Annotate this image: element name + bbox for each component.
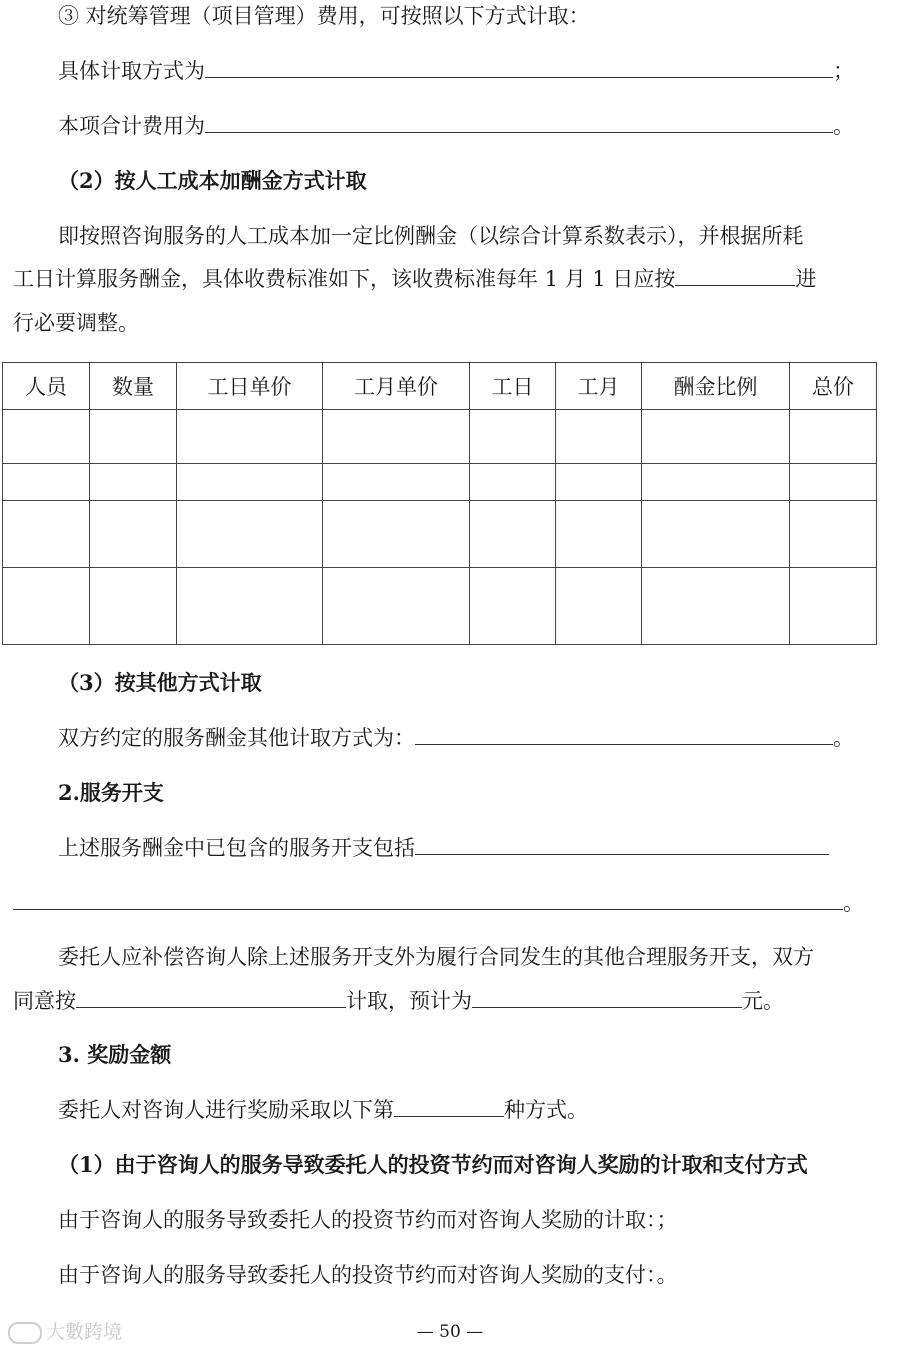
service-included-blank[interactable] bbox=[415, 834, 829, 855]
table-row bbox=[3, 410, 877, 464]
table-cell[interactable] bbox=[556, 410, 642, 464]
table-row bbox=[3, 501, 877, 568]
table-cell[interactable] bbox=[556, 568, 642, 645]
sec3-end: 。 bbox=[833, 726, 854, 750]
table-row bbox=[3, 464, 877, 501]
table-cell[interactable] bbox=[470, 464, 556, 501]
reward-line-post: 种方式。 bbox=[504, 1098, 588, 1122]
table-cell[interactable] bbox=[470, 568, 556, 645]
service-included-blank-2[interactable] bbox=[13, 889, 843, 910]
table-cell[interactable] bbox=[556, 501, 642, 568]
table-cell[interactable] bbox=[177, 501, 323, 568]
sec2-para-line2-pre: 工日计算服务酬金，具体收费标准如下，该收费标准每年 1 月 1 日应按 bbox=[13, 267, 676, 291]
reward-sub1-heading: （1）由于咨询人的服务导致委托人的投资节约而对咨询人奖励的计取和支付方式 bbox=[58, 1152, 808, 1177]
total-label: 本项合计费用为 bbox=[58, 114, 205, 138]
table-cell[interactable] bbox=[470, 410, 556, 464]
watermark-text: 大數跨境 bbox=[46, 1321, 123, 1343]
table-cell[interactable] bbox=[470, 501, 556, 568]
table-cell[interactable] bbox=[642, 464, 790, 501]
fee-table bbox=[2, 362, 877, 645]
total-line bbox=[58, 112, 854, 140]
service-included-label: 上述服务酬金中已包含的服务开支包括 bbox=[58, 836, 415, 860]
sec3-heading: （3）按其他方式计取 bbox=[58, 670, 262, 695]
sec3-line bbox=[58, 724, 854, 752]
reward-pay-line: 由于咨询人的服务导致委托人的投资节约而对咨询人奖励的支付：。 bbox=[58, 1263, 678, 1287]
table-cell[interactable] bbox=[642, 501, 790, 568]
reward-heading: 3. 奖励金额 bbox=[58, 1042, 172, 1067]
watermark-logo-icon bbox=[8, 1322, 42, 1344]
sec2-para-line1: 即按照咨询服务的人工成本加一定比例酬金（以综合计算系数表示），并根据所耗 bbox=[58, 224, 804, 248]
service-included-line bbox=[58, 834, 829, 862]
table-cell[interactable] bbox=[177, 464, 323, 501]
table-cell[interactable] bbox=[556, 464, 642, 501]
table-cell[interactable] bbox=[642, 410, 790, 464]
service-included-end: 。 bbox=[843, 891, 864, 915]
item-3-text: ③ 对统筹管理（项目管理）费用，可按照以下方式计取： bbox=[58, 4, 590, 28]
adjust-blank[interactable] bbox=[675, 265, 795, 286]
table-cell[interactable] bbox=[323, 501, 470, 568]
header-quantity: 数量 bbox=[90, 363, 177, 410]
sec2-para-line2 bbox=[13, 265, 816, 293]
table-cell[interactable] bbox=[90, 568, 177, 645]
table-cell[interactable] bbox=[790, 464, 877, 501]
table-cell[interactable] bbox=[3, 568, 90, 645]
table-cell[interactable] bbox=[177, 568, 323, 645]
calc-label: 计取，预计为 bbox=[346, 989, 472, 1013]
table-cell[interactable] bbox=[90, 464, 177, 501]
watermark bbox=[8, 1317, 122, 1344]
service-included-cont bbox=[13, 889, 864, 917]
total-end: 。 bbox=[833, 114, 854, 138]
service-heading: 2.服务开支 bbox=[58, 780, 164, 805]
method-blank[interactable] bbox=[205, 57, 833, 78]
table-cell[interactable] bbox=[642, 568, 790, 645]
header-personnel: 人员 bbox=[3, 363, 90, 410]
table-cell[interactable] bbox=[790, 410, 877, 464]
calc-method-blank[interactable] bbox=[76, 987, 346, 1008]
reward-line bbox=[58, 1096, 588, 1124]
header-daily-rate: 工日单价 bbox=[177, 363, 323, 410]
table-cell[interactable] bbox=[3, 501, 90, 568]
header-fee-ratio: 酬金比例 bbox=[642, 363, 790, 410]
method-label: 具体计取方式为 bbox=[58, 59, 205, 83]
service-para-line1: 委托人应补偿咨询人除上述服务开支外为履行合同发生的其他合理服务开支，双方 bbox=[58, 945, 814, 969]
sec2-para-line3: 行必要调整。 bbox=[13, 311, 139, 335]
header-monthly-rate: 工月单价 bbox=[323, 363, 470, 410]
sec2-heading: （2）按人工成本加酬金方式计取 bbox=[58, 168, 367, 193]
method-end: ； bbox=[833, 59, 854, 83]
table-header-row bbox=[3, 363, 877, 410]
table-cell[interactable] bbox=[3, 410, 90, 464]
header-total: 总价 bbox=[790, 363, 877, 410]
agree-label: 同意按 bbox=[13, 989, 76, 1013]
table-cell[interactable] bbox=[323, 410, 470, 464]
reward-option-blank[interactable] bbox=[394, 1096, 504, 1117]
service-para-line2 bbox=[13, 987, 784, 1015]
sec3-label: 双方约定的服务酬金其他计取方式为： bbox=[58, 726, 415, 750]
table-cell[interactable] bbox=[3, 464, 90, 501]
method-line bbox=[58, 57, 854, 85]
header-workdays: 工日 bbox=[470, 363, 556, 410]
table-cell[interactable] bbox=[323, 568, 470, 645]
reward-line-pre: 委托人对咨询人进行奖励采取以下第 bbox=[58, 1098, 394, 1122]
table-cell[interactable] bbox=[323, 464, 470, 501]
estimate-blank[interactable] bbox=[472, 987, 742, 1008]
other-method-blank[interactable] bbox=[415, 724, 833, 745]
table-cell[interactable] bbox=[177, 410, 323, 464]
header-workmonths: 工月 bbox=[556, 363, 642, 410]
table-cell[interactable] bbox=[790, 568, 877, 645]
table-row bbox=[3, 568, 877, 645]
unit-label: 元。 bbox=[742, 989, 784, 1013]
reward-calc-line: 由于咨询人的服务导致委托人的投资节约而对咨询人奖励的计取：； bbox=[58, 1208, 678, 1232]
table-cell[interactable] bbox=[90, 501, 177, 568]
table-cell[interactable] bbox=[90, 410, 177, 464]
table-cell[interactable] bbox=[790, 501, 877, 568]
sec2-para-line2-post: 进 bbox=[795, 267, 817, 291]
total-blank[interactable] bbox=[205, 112, 833, 133]
page-number: — 50 — bbox=[416, 1322, 484, 1342]
